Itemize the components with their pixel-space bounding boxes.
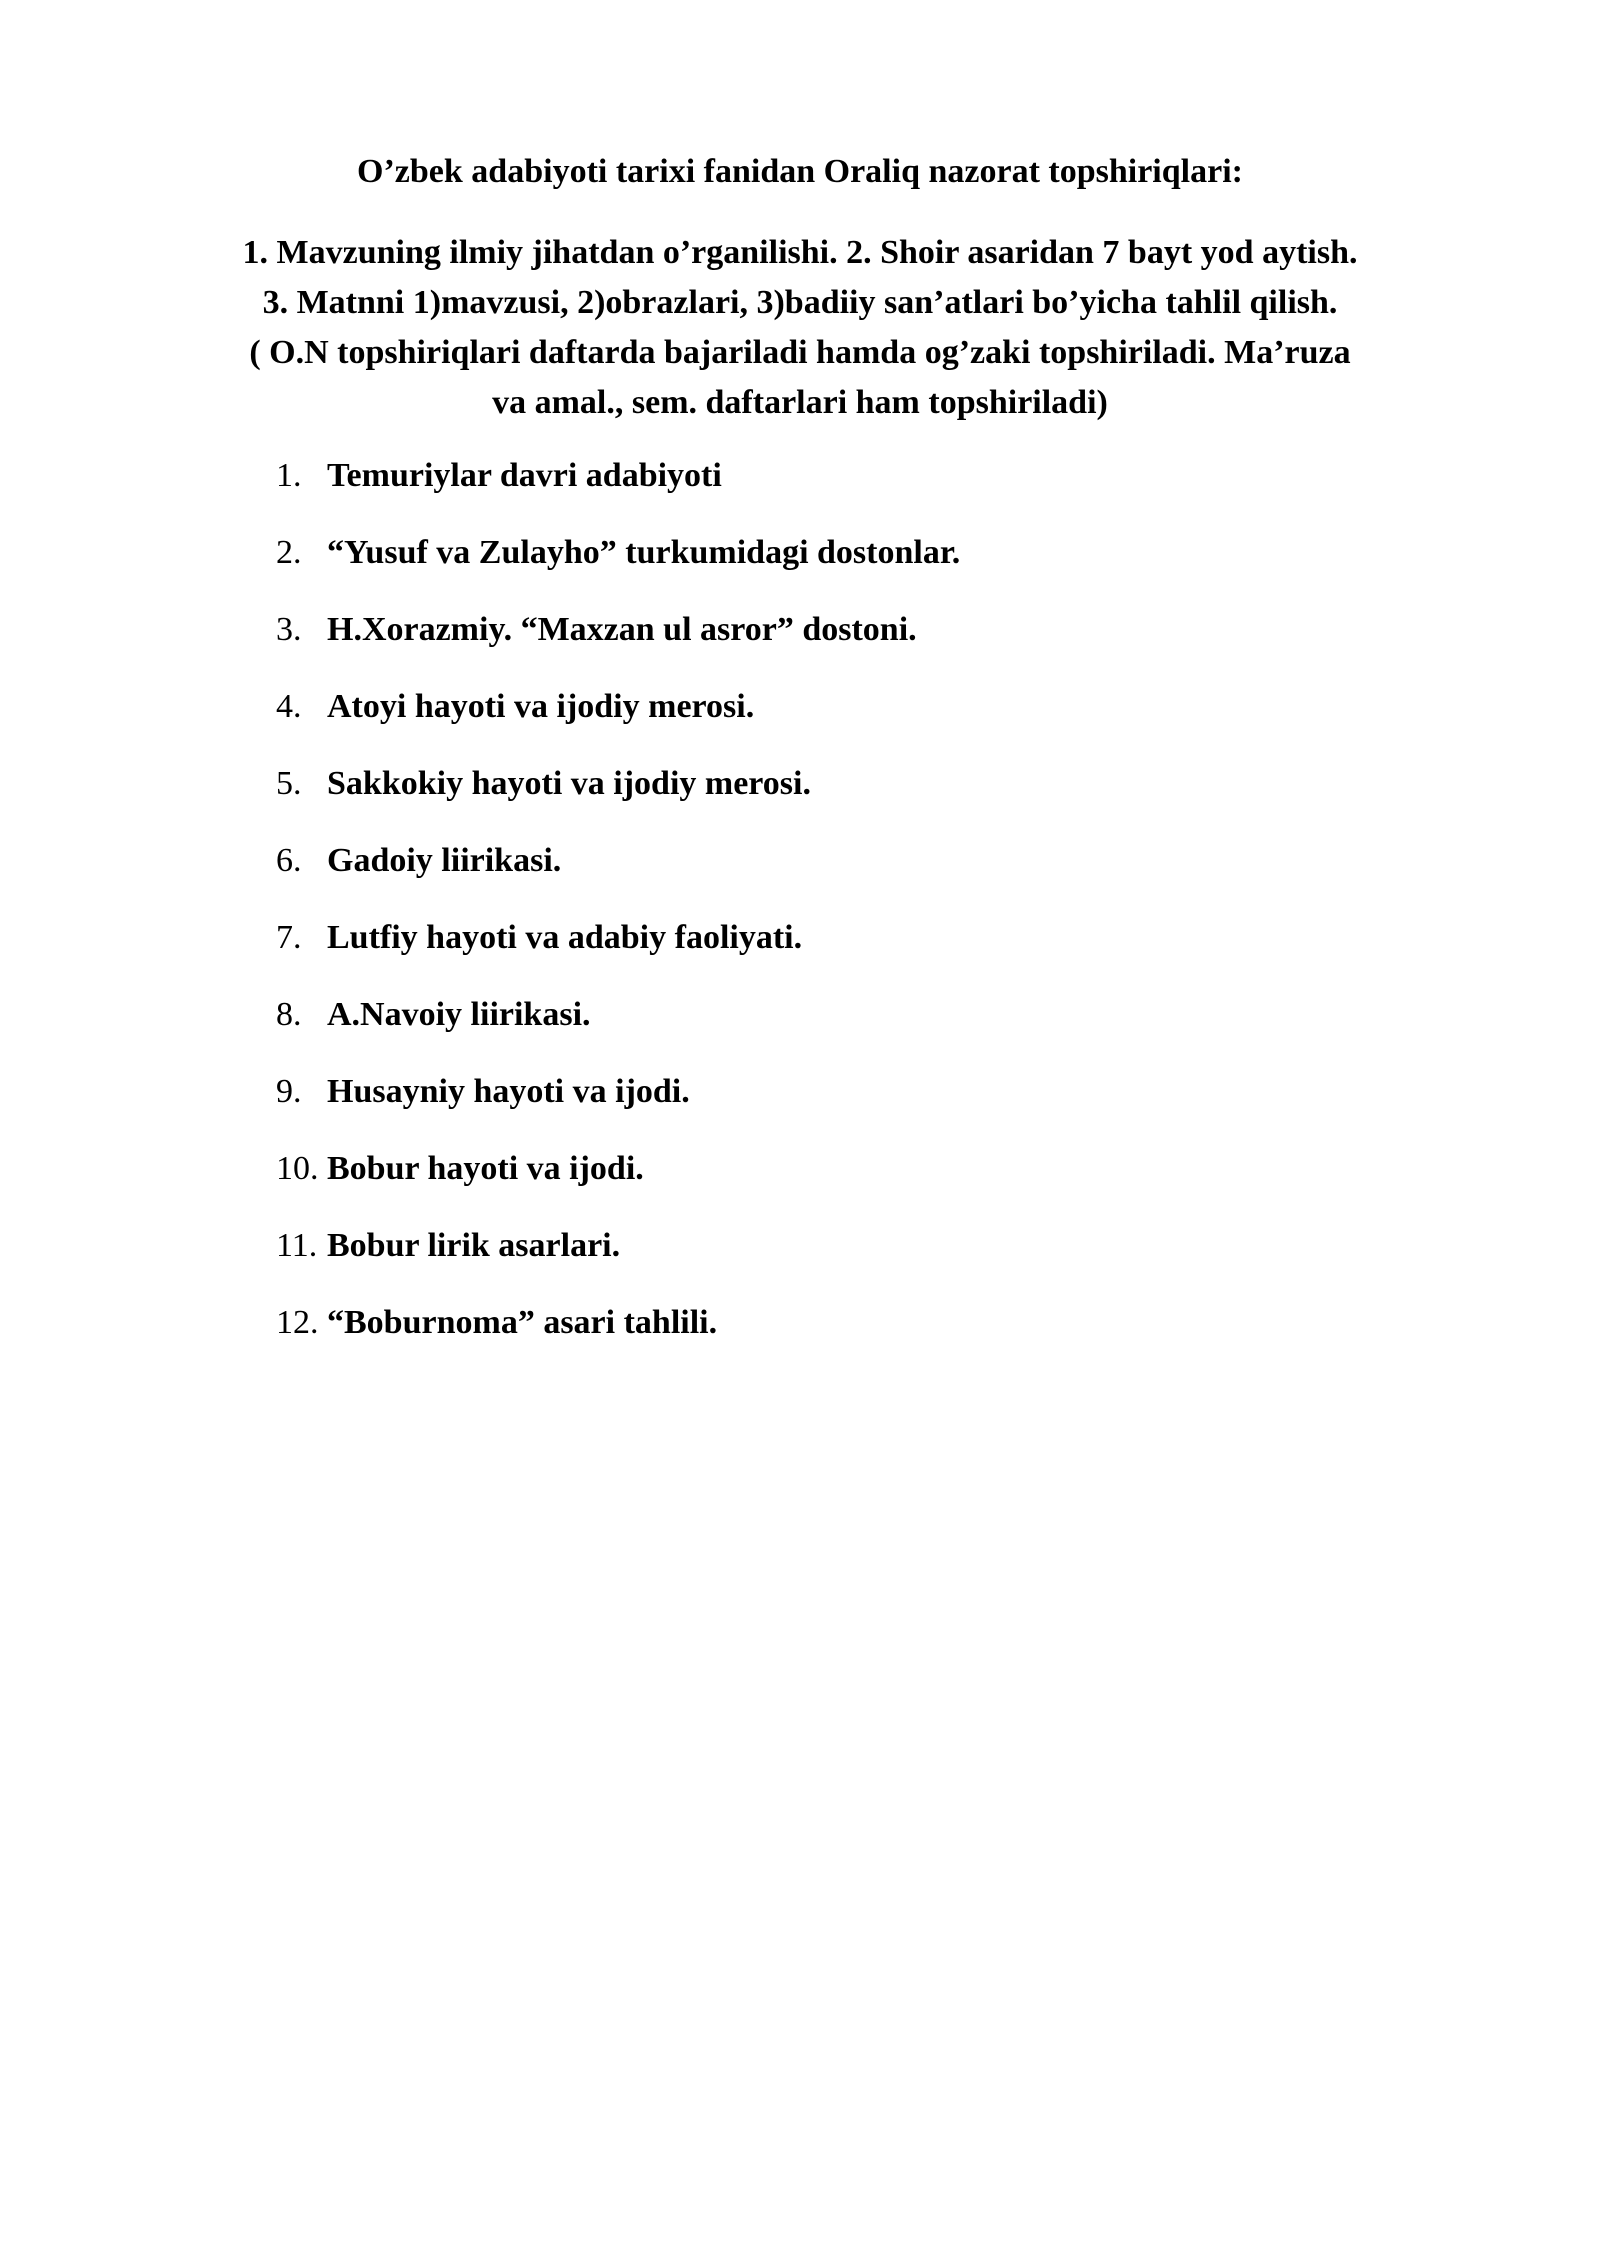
list-item-number: 11. (276, 1227, 318, 1264)
list-item-number: 4. (276, 688, 302, 725)
list-item-text: Husayniy hayoti va ijodi. (327, 1073, 690, 1110)
list-item-text: Lutfiy hayoti va adabiy faoliyati. (327, 919, 803, 956)
topic-list (0, 452, 1600, 1376)
list-item-text: Atoyi hayoti va ijodiy merosi. (327, 688, 755, 725)
list-item (0, 606, 1600, 683)
list-item (0, 837, 1600, 914)
list-item-text: H.Xorazmiy. “Maxzan ul asror” dostoni. (327, 611, 917, 648)
list-item-number: 7. (276, 919, 302, 956)
list-item-text: “Yusuf va Zulayho” turkumidagi dostonlar. (327, 534, 961, 571)
list-item-number: 5. (276, 765, 302, 802)
list-item-number: 12. (276, 1304, 319, 1341)
list-item-number: 8. (276, 996, 302, 1033)
list-item (0, 1222, 1600, 1299)
instruction-line: va amal., sem. daftarlari ham topshiriladi) (492, 384, 1108, 421)
list-item-number: 3. (276, 611, 302, 648)
list-item (0, 914, 1600, 991)
list-item (0, 452, 1600, 529)
list-item (0, 529, 1600, 606)
list-item (0, 760, 1600, 837)
list-item-number: 2. (276, 534, 302, 571)
document-title: O’zbek adabiyoti tarixi fanidan Oraliq nazorat topshiriqlari: (357, 153, 1243, 190)
list-item-number: 1. (276, 457, 302, 494)
list-item (0, 1145, 1600, 1222)
list-item (0, 683, 1600, 760)
list-item (0, 991, 1600, 1068)
list-item-text: A.Navoiy liirikasi. (327, 996, 591, 1033)
list-item-text: “Boburnoma” asari tahlili. (327, 1304, 718, 1341)
task-instructions (200, 228, 1400, 428)
instruction-line: 3. Matnni 1)mavzusi, 2)obrazlari, 3)badiiy san’atlari bo’yicha tahlil qilish. (262, 284, 1338, 321)
list-item (0, 1068, 1600, 1145)
list-item (0, 1299, 1600, 1376)
instruction-line: 1. Mavzuning ilmiy jihatdan o’rganilishi. 2. Shoir asaridan 7 bayt yod aytish. (242, 234, 1358, 271)
list-item-text: Sakkokiy hayoti va ijodiy merosi. (327, 765, 811, 802)
list-item-text: Bobur lirik asarlari. (327, 1227, 621, 1264)
list-item-number: 9. (276, 1073, 302, 1110)
instruction-line: ( O.N topshiriqlari daftarda bajariladi hamda og’zaki topshiriladi. Ma’ruza (249, 334, 1351, 371)
list-item-text: Gadoiy liirikasi. (327, 842, 562, 879)
list-item-text: Temuriylar davri adabiyoti (327, 457, 722, 494)
list-item-number: 6. (276, 842, 302, 879)
list-item-number: 10. (276, 1150, 319, 1187)
list-item-text: Bobur hayoti va ijodi. (327, 1150, 644, 1187)
